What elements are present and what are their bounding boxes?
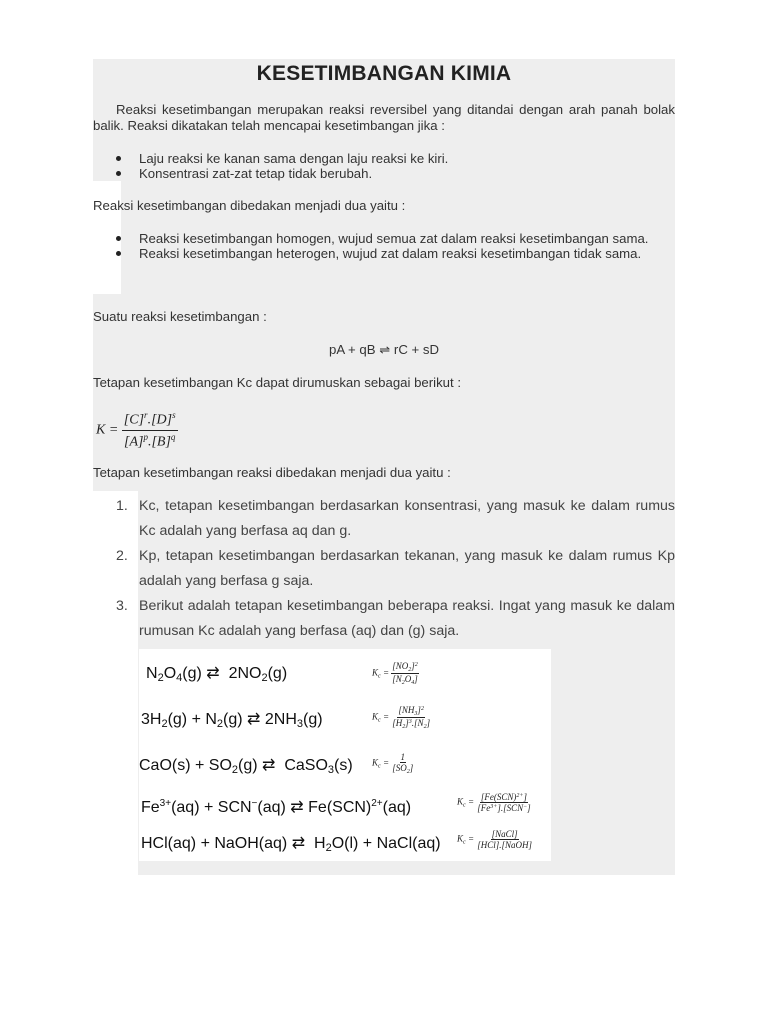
types-list xyxy=(93,231,675,261)
reaction-equation: HCl(aq) + NaOH(aq) ⇄ $H_2O(l)$ + NaCl(aq) xyxy=(141,835,441,854)
reaction-equation: $3H_2(g) + N_2(g)$ ⇄ $2NH_3(g)$ xyxy=(141,711,323,730)
kc-fraction: $\frac{[C]^r.[D]^s}{[A]^p.[B]^q}$ xyxy=(123,410,176,450)
general-equation: pA + qB ⇌ rC + sD xyxy=(328,342,439,357)
list-text: Berikut adalah tetapan kesetimbangan beberapa reaksi. Ingat yang masuk ke dalam rumusan Kc adalah yang berfasa (aq) dan (g) saja. xyxy=(139,598,675,639)
list-item: Reaksi kesetimbangan homogen, wujud semua zat dalam reaksi kesetimbangan sama. xyxy=(93,231,675,246)
reaction-equation: $Fe^{3+}(aq) + SCN^-(aq)$ ⇄ Fe(SCN)$^{2+}$(aq) xyxy=(141,798,412,816)
reaction-equation: $N_2O_4(g)$ ⇄ $2NO_2(g)$ xyxy=(146,665,288,684)
list-item: Laju reaksi ke kanan sama dengan laju reaksi ke kiri. xyxy=(93,151,675,166)
types-intro: Reaksi kesetimbangan dibedakan menjadi dua yaitu : xyxy=(93,198,406,213)
list-number: 3. xyxy=(116,598,128,614)
general-reaction-label: Suatu reaksi kesetimbangan : xyxy=(93,309,267,324)
list-item xyxy=(93,594,675,644)
kc-expression: $K_c$ = $\frac{[NO_2]^2}{[N_2O_4]}$ xyxy=(372,661,418,686)
kc-expression: $K_c$ = $\frac{\text{[NaCl]}}{\text{[HCl].[NaOH]}}$ xyxy=(457,829,533,850)
list-item: Reaksi kesetimbangan heterogen, wujud zat dalam reaksi kesetimbangan tidak sama. xyxy=(93,246,675,261)
intro-paragraph: Reaksi kesetimbangan merupakan reaksi reversibel yang ditandai dengan arah panah bolak balik. Reaksi dikatakan telah mencapai kesetimbangan jika : xyxy=(93,102,675,133)
kc-label: Tetapan kesetimbangan Kc dapat dirumuskan sebagai berikut : xyxy=(93,375,462,390)
list-text: Kp, tetapan kesetimbangan berdasarkan tekanan, yang masuk ke dalam rumus Kp adalah yang berfasa g saja. xyxy=(139,548,675,589)
reaction-equation: $CaO(s) + SO_2(g)$ ⇄ CaSO$_3$(s) xyxy=(139,757,353,776)
conditions-list xyxy=(93,151,675,181)
constants-list xyxy=(93,494,675,644)
list-number: 1. xyxy=(116,498,128,514)
reactions-figure xyxy=(139,649,551,861)
list-item: Konsentrasi zat-zat tetap tidak berubah. xyxy=(93,166,675,181)
list-item xyxy=(93,494,675,544)
list-item xyxy=(93,544,675,594)
kc-expression: $K_c$ = $\frac{1}{[SO_2]}$ xyxy=(372,752,414,775)
list-number: 2. xyxy=(116,548,128,564)
kc-expression: $K_c$ = $\frac{[NH_3]^2}{[H_2]^3.[N_2]}$ xyxy=(372,705,431,730)
kc-formula: K = $\frac{[C]^r.[D]^s}{[A]^p.[B]^q}$ xyxy=(96,410,176,450)
constants-intro: Tetapan kesetimbangan reaksi dibedakan menjadi dua yaitu : xyxy=(93,465,451,480)
page-title: KESETIMBANGAN KIMIA xyxy=(256,62,512,85)
kc-expression: $K_c$ = $\frac{[Fe(SCN)^{2+}]}{[Fe^{3+}].[SCN^-]}$ xyxy=(457,792,531,813)
list-text: Kc, tetapan kesetimbangan berdasarkan konsentrasi, yang masuk ke dalam rumus Kc adalah yang berfasa aq dan g. xyxy=(139,498,675,539)
